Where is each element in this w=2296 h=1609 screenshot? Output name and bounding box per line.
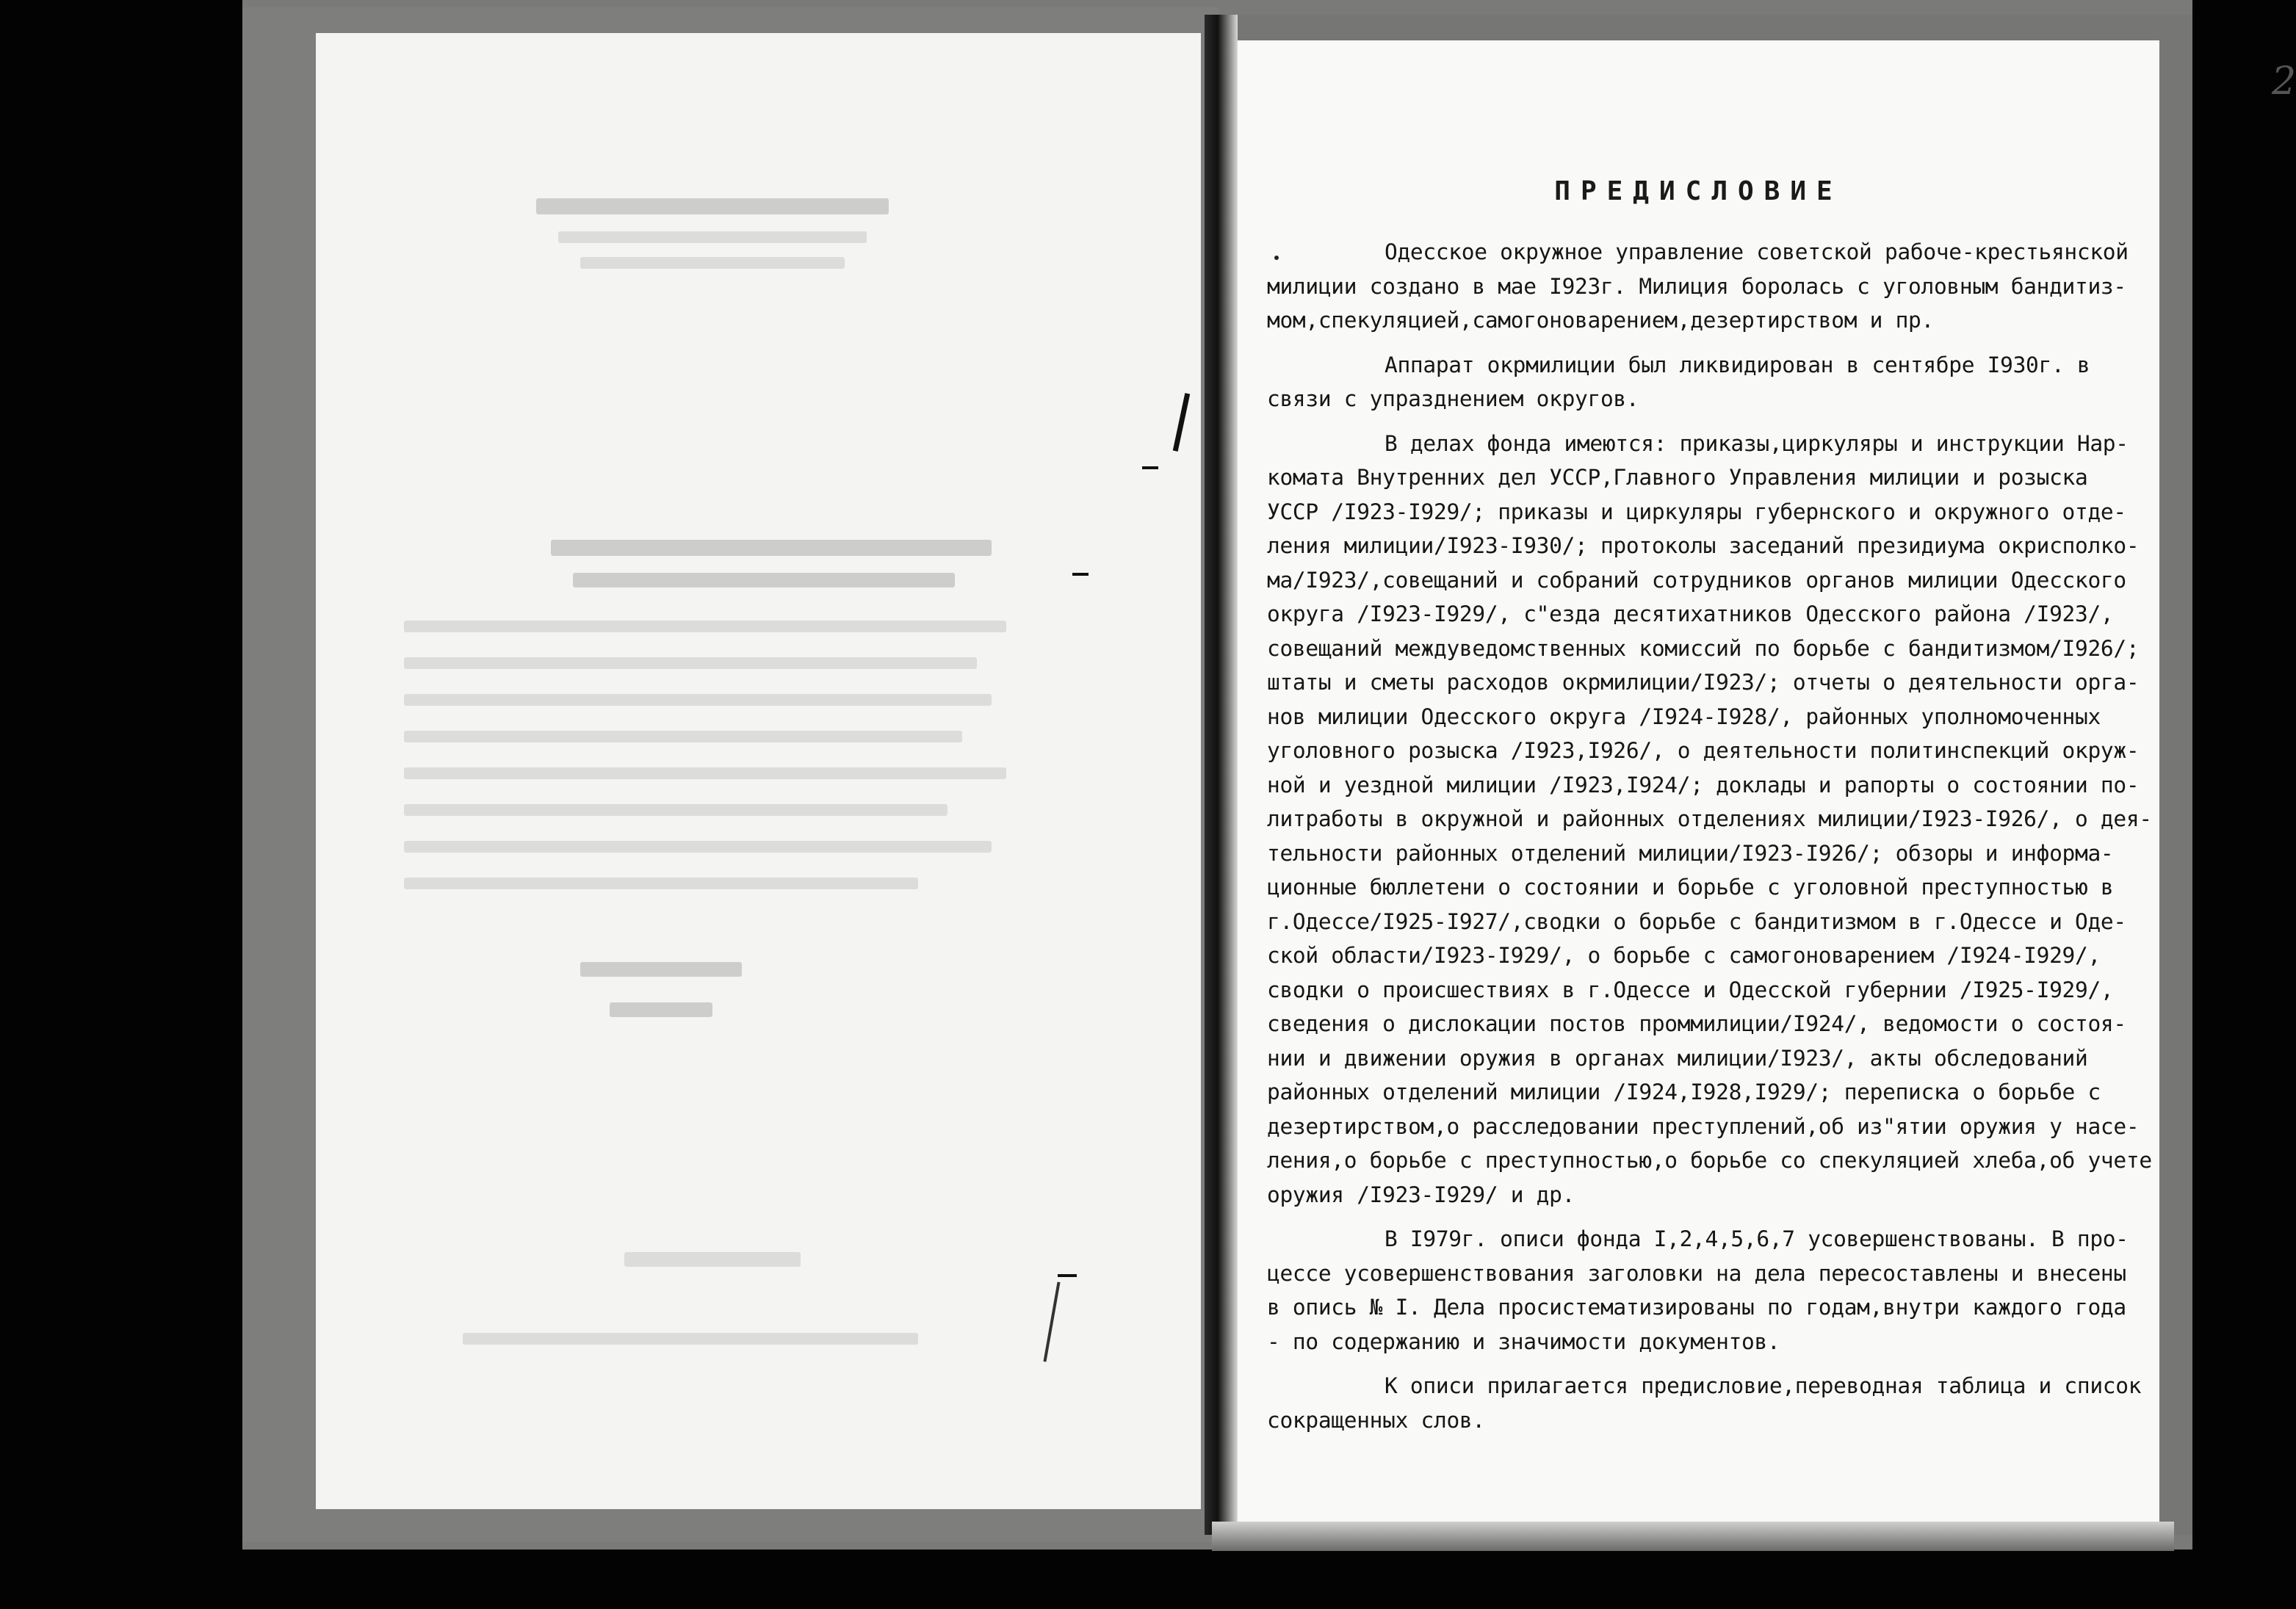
text-line: нии и движении оружия в органах милиции/I923/, акты обследований	[1267, 1045, 2088, 1071]
show-through-line	[404, 878, 918, 889]
pencil-mark	[1072, 573, 1089, 576]
text-line: дезертирством,о расследовании преступлений,об из"ятии оружия у насе-	[1267, 1113, 2140, 1139]
text-line: тельности районных отделений милиции/I923-I926/; обзоры и информа-	[1267, 840, 2114, 866]
text-line: районных отделений милиции /I924,I928,I929/; переписка о борьбе с	[1267, 1080, 2101, 1104]
pencil-mark	[1173, 393, 1190, 452]
text-line: литработы в окружной и районных отделениях милиции/I923-I926/, о дея-	[1267, 806, 2152, 831]
show-through-line	[404, 657, 977, 669]
text-line: ма/I923/,совещаний и собраний сотрудников органов милиции Одесского	[1267, 567, 2126, 593]
page-stack-edge	[1212, 1522, 2174, 1551]
text-line: ской области/I923-I929/, о борьбе с самогоноварением /I924-I929/,	[1267, 943, 2101, 968]
pencil-mark	[1142, 466, 1158, 469]
pencil-mark	[1058, 1274, 1077, 1277]
text-line: ления,о борьбе с преступностью,о борьбе со спекуляцией хлеба,об учете	[1267, 1148, 2152, 1173]
text-line: связи с упразднением округов.	[1267, 386, 1639, 411]
text-line: цессе усовершенствования заголовки на дела пересоставлены и внесены	[1267, 1260, 2126, 1286]
text-line: К описи прилагается предисловие,переводная таблица и список	[1385, 1373, 2142, 1398]
show-through-line	[463, 1333, 918, 1345]
right-page	[1238, 40, 2296, 1535]
text-line: УССР /I923-I929/; приказы и циркуляры губернского и окружного отде-	[1267, 499, 2126, 524]
show-through-line	[551, 540, 992, 556]
text-line: Одесское окружное управление советской рабоче-крестьянской	[1385, 239, 2129, 264]
text-line: ционные бюллетени о состоянии и борьбе с уголовной преступностью в	[1267, 875, 2114, 900]
paragraph-4	[1267, 1222, 2163, 1359]
text-line: нов милиции Одесского округа /I924-I928/, районных уполномоченных	[1267, 704, 2101, 729]
text-line: оружия /I923-I929/ и др.	[1267, 1182, 1575, 1207]
text-line: ления милиции/I923-I930/; протоколы заседаний президиума окрисполко-	[1267, 533, 2140, 558]
show-through-line	[536, 198, 889, 214]
text-line: сведения о дислокации постов проммилиции/I924/, ведомости о состоя-	[1267, 1011, 2126, 1036]
foreword-body	[1267, 235, 2163, 1447]
text-line: В I979г. описи фонда I,2,4,5,6,7 усовершенствованы. В про-	[1385, 1226, 2129, 1251]
ink-dot-mark	[1274, 256, 1279, 260]
paragraph-1	[1267, 235, 2163, 338]
show-through-line	[624, 1252, 801, 1267]
text-line: сокращенных слов.	[1267, 1407, 1485, 1433]
show-through-line	[558, 231, 867, 243]
show-through-line	[610, 1002, 712, 1017]
left-page	[316, 33, 1201, 1509]
text-line: В делах фонда имеются: приказы,циркуляры и инструкции Нар-	[1385, 430, 2129, 456]
show-through-line	[580, 962, 742, 977]
text-line: милиции создано в мае I923г. Милиция боролась с уголовным бандитиз-	[1267, 273, 2126, 299]
paragraph-3	[1267, 427, 2163, 1212]
pencil-mark	[1043, 1281, 1060, 1362]
paragraph-5	[1267, 1369, 2163, 1437]
paragraph-2	[1267, 348, 2163, 416]
show-through-line	[404, 841, 992, 853]
show-through-line	[404, 731, 962, 742]
show-through-line	[404, 767, 1006, 779]
text-line: мом,спекуляцией,самогоноварением,дезертирством и пр.	[1267, 308, 1934, 333]
text-line: сводки о происшествиях в г.Одессе и Одесской губернии /I925-I929/,	[1267, 977, 2114, 1002]
page-number: 2	[2272, 59, 2296, 104]
text-line: совещаний междуведомственных комиссий по борьбе с бандитизмом/I926/;	[1267, 635, 2140, 661]
book-gutter	[1205, 15, 1238, 1535]
text-line: штаты и сметы расходов окрмилиции/I923/; отчеты о деятельности орга-	[1267, 670, 2140, 695]
text-line: уголовного розыска /I923,I926/, о деятельности политинспекций окруж-	[1267, 738, 2140, 763]
text-line: округа /I923-I929/, с"езда десятихатников Одесского района /I923/,	[1267, 601, 2114, 626]
text-line: Аппарат окрмилиции был ликвидирован в сентябре I930г. в	[1385, 352, 2090, 377]
text-line: ной и уездной милиции /I923,I924/; доклады и рапорты о состоянии по-	[1267, 772, 2140, 798]
show-through-line	[404, 621, 1006, 632]
show-through-line	[404, 804, 947, 816]
text-line: г.Одессе/I925-I927/,сводки о борьбе с бандитизмом в г.Одессе и Оде-	[1267, 908, 2126, 934]
page-title: ПРЕДИСЛОВИЕ	[1554, 176, 1843, 206]
text-line: комата Внутренних дел УССР,Главного Управления милиции и розыска	[1267, 465, 2088, 490]
show-through-line	[580, 257, 845, 269]
show-through-line	[404, 694, 992, 706]
show-through-line	[573, 573, 955, 587]
text-line: в опись № I. Дела просистематизированы по годам,внутри каждого года	[1267, 1295, 2126, 1320]
text-line: - по содержанию и значимости документов.	[1267, 1328, 1780, 1354]
